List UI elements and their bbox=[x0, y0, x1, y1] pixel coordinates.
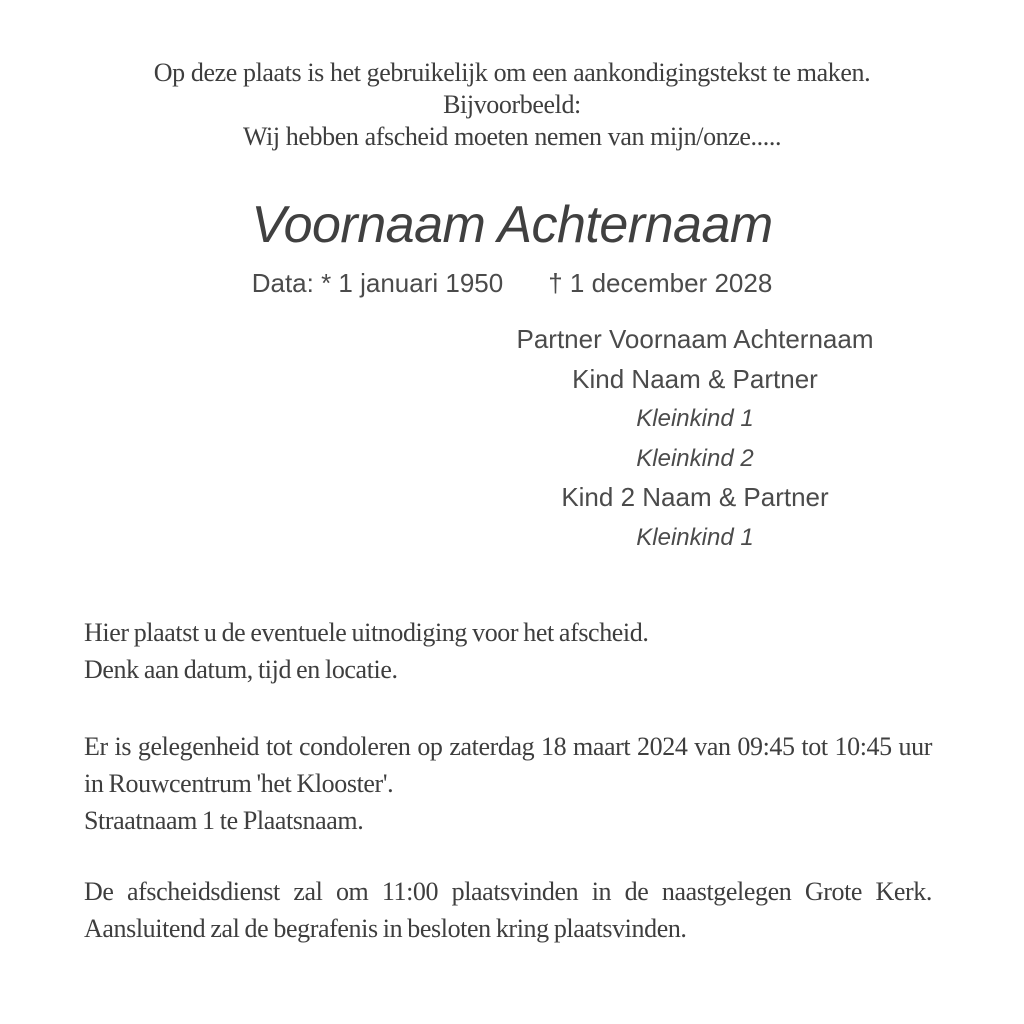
family-member-kleinkind-1: Kleinkind 1 bbox=[636, 405, 754, 432]
deceased-name: Voornaam Achternaam bbox=[251, 196, 773, 254]
service-text: De afscheidsdienst zal om 11:00 plaatsvinden in de naastgelegen Grote Kerk. Aansluitend zal de begrafenis in besloten kring plaatsvinden. bbox=[84, 877, 932, 943]
family-member-kind-2: Kind 2 Naam & Partner bbox=[561, 482, 829, 512]
service-paragraph bbox=[84, 873, 932, 947]
address-line: Straatnaam 1 te Plaatsnaam. bbox=[84, 806, 364, 835]
death-date: † 1 december 2028 bbox=[548, 268, 773, 298]
birth-date: Data: * 1 januari 1950 bbox=[251, 268, 504, 298]
family-member-kleinkind-2: Kleinkind 2 bbox=[636, 444, 754, 472]
condolence-text: Er is gelegenheid tot condoleren op zaterdag 18 maart 2024 van 09:45 tot 10:45 uur in Rouwcentrum 'het Klooster'. bbox=[84, 732, 932, 798]
dates-line bbox=[0, 266, 1024, 300]
condolence-paragraph bbox=[84, 728, 932, 839]
invitation-line-1: Hier plaatst u de eventuele uitnodiging voor het afscheid. bbox=[84, 618, 649, 647]
invitation-paragraph bbox=[84, 614, 932, 688]
intro-line-3: Wij hebben afscheid moeten nemen van mijn/onze..... bbox=[242, 122, 782, 151]
family-member-kleinkind-3: Kleinkind 1 bbox=[636, 523, 754, 551]
family-list bbox=[445, 320, 945, 557]
intro-line-2: Bijvoorbeeld: bbox=[443, 90, 581, 119]
family-member-partner: Partner Voornaam Achternaam bbox=[516, 324, 874, 354]
invitation-line-2: Denk aan datum, tijd en locatie. bbox=[84, 655, 398, 684]
family-member-kind-1: Kind Naam & Partner bbox=[572, 363, 818, 394]
intro-line-1: Op deze plaats is het gebruikelijk om een aankondigingstekst te maken. bbox=[153, 58, 871, 87]
intro-block bbox=[0, 57, 1024, 153]
